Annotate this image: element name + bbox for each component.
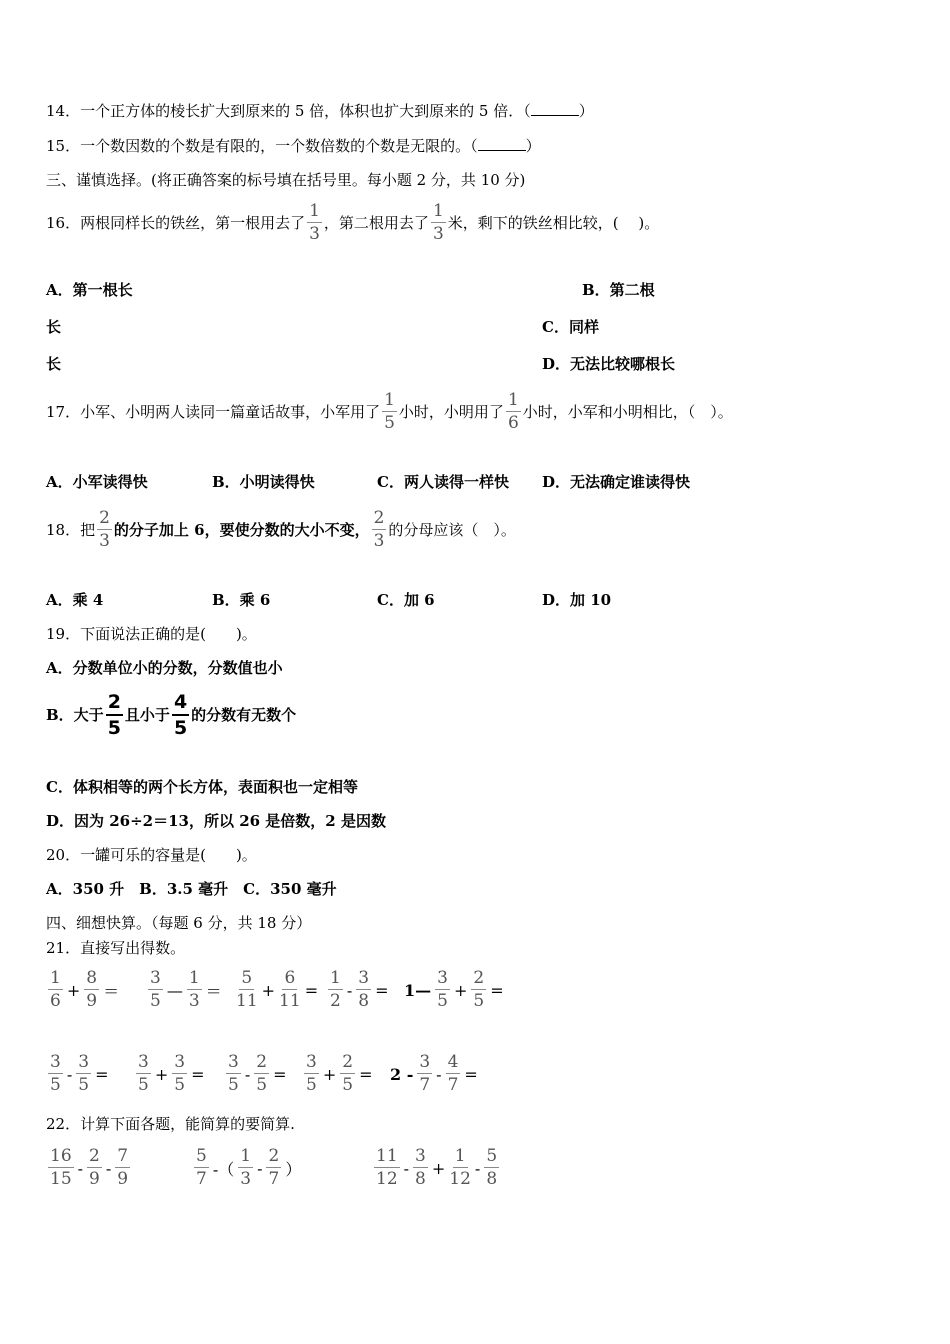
numerator: 3 bbox=[437, 968, 448, 988]
q19-option-b-part1: B．大于 bbox=[46, 706, 104, 724]
q16-option-c-cont: 长 bbox=[46, 355, 62, 373]
equals-sign: = bbox=[464, 1064, 478, 1084]
q17-option-c[interactable]: C．两人读得一样快 bbox=[377, 473, 509, 491]
answer-blank[interactable] bbox=[478, 138, 526, 151]
lead-term: 2 - bbox=[390, 1064, 414, 1084]
operator: + bbox=[431, 1158, 446, 1178]
denominator: 3 bbox=[240, 1169, 252, 1189]
denominator: 3 bbox=[373, 531, 385, 551]
q16-stem bbox=[46, 200, 659, 246]
numerator: 1 bbox=[50, 968, 61, 988]
numerator: 1 bbox=[188, 968, 200, 988]
q17-option-b[interactable]: B．小明读得快 bbox=[212, 473, 315, 491]
operator: - bbox=[77, 1158, 84, 1178]
numerator: 2 bbox=[473, 968, 485, 988]
numerator: 1 bbox=[432, 201, 444, 221]
denominator: 5 bbox=[437, 991, 448, 1011]
numerator: 3 bbox=[228, 1052, 239, 1072]
denominator: 5 bbox=[306, 1075, 317, 1095]
denominator: 5 bbox=[473, 991, 485, 1011]
q21-item bbox=[46, 1054, 110, 1094]
q21-item bbox=[302, 1054, 374, 1094]
fraction bbox=[340, 1054, 355, 1094]
equals-sign: = bbox=[490, 980, 504, 1000]
fraction bbox=[431, 203, 446, 243]
numerator: 2 bbox=[268, 1146, 280, 1166]
numerator: 6 bbox=[284, 968, 296, 988]
denominator: 3 bbox=[188, 991, 200, 1011]
q20-stem: 20．一罐可乐的容量是( )。 bbox=[46, 846, 257, 864]
denominator: 6 bbox=[50, 991, 61, 1011]
equals-sign: = bbox=[191, 1064, 205, 1084]
equals-sign: ＝ bbox=[103, 981, 120, 1001]
q21-item bbox=[234, 970, 320, 1010]
numerator: 1 bbox=[384, 390, 395, 410]
denominator: 2 bbox=[330, 991, 341, 1011]
fraction bbox=[226, 1054, 241, 1094]
fraction bbox=[48, 1148, 74, 1188]
denominator: 7 bbox=[447, 1075, 459, 1095]
denominator: 5 bbox=[78, 1075, 90, 1095]
equals-sign: = bbox=[273, 1064, 287, 1084]
operator: - bbox=[66, 1064, 73, 1084]
denominator: 5 bbox=[150, 991, 161, 1011]
numerator: 5 bbox=[196, 1146, 207, 1166]
q18-part3: 的分母应该（ ）。 bbox=[388, 521, 516, 539]
fraction bbox=[115, 1148, 130, 1188]
q22-expr-3 bbox=[372, 1148, 501, 1188]
fraction bbox=[417, 1054, 432, 1094]
q16-part2: ，第二根用去了 bbox=[323, 214, 429, 232]
operator: - bbox=[244, 1064, 251, 1084]
fraction bbox=[48, 970, 63, 1010]
q15-text: 15．一个数因数的个数是有限的，一个数倍数的个数是无限的。（ bbox=[46, 137, 478, 155]
denominator: 9 bbox=[86, 991, 98, 1011]
numerator: 3 bbox=[358, 968, 370, 988]
q18-stem bbox=[46, 507, 516, 553]
denominator: 6 bbox=[507, 413, 519, 433]
fraction bbox=[484, 1148, 499, 1188]
q16-option-b-cont: 长 bbox=[46, 318, 62, 336]
denominator: 7 bbox=[196, 1169, 207, 1189]
operator: — bbox=[166, 980, 183, 1000]
denominator: 8 bbox=[358, 991, 370, 1011]
operator: - bbox=[474, 1158, 481, 1178]
fraction bbox=[76, 1054, 91, 1094]
denominator: 12 bbox=[449, 1169, 471, 1189]
q16-option-d[interactable]: D．无法比较哪根长 bbox=[542, 355, 676, 373]
denominator: 11 bbox=[279, 991, 301, 1011]
fraction bbox=[446, 1054, 461, 1094]
fraction bbox=[372, 510, 387, 550]
fraction bbox=[236, 970, 258, 1010]
q16-option-c[interactable]: C．同样 bbox=[542, 318, 599, 336]
numerator: 5 bbox=[486, 1146, 498, 1166]
fraction bbox=[87, 1148, 102, 1188]
fraction bbox=[413, 1148, 428, 1188]
fraction bbox=[254, 1054, 269, 1094]
denominator: 5 bbox=[384, 413, 395, 433]
answer-blank[interactable] bbox=[531, 103, 579, 116]
denominator: 5 bbox=[228, 1075, 239, 1095]
fraction bbox=[279, 970, 301, 1010]
numerator: 4 bbox=[172, 693, 189, 716]
q21-item bbox=[326, 970, 390, 1010]
q17-part1: 17．小军、小明两人读同一篇童话故事，小军用了 bbox=[46, 403, 381, 421]
denominator: 3 bbox=[309, 224, 320, 244]
q22-expr-1 bbox=[46, 1148, 132, 1188]
numerator: 2 bbox=[373, 508, 385, 528]
denominator: 8 bbox=[415, 1169, 426, 1189]
numerator: 11 bbox=[376, 1146, 398, 1166]
q20-options[interactable]: A．350 升 B．3.5 毫升 C．350 毫升 bbox=[46, 880, 337, 898]
section-3-heading: 三、谨慎选择。(将正确答案的标号填在括号里。每小题 2 分，共 10 分) bbox=[46, 171, 526, 189]
fraction bbox=[97, 510, 112, 550]
fraction bbox=[356, 970, 371, 1010]
numerator: 2 bbox=[106, 693, 123, 716]
fraction bbox=[328, 970, 343, 1010]
q19-stem: 19．下面说法正确的是( )。 bbox=[46, 625, 257, 643]
denominator: 5 bbox=[107, 716, 121, 739]
q17-option-a[interactable]: A．小军读得快 bbox=[46, 473, 148, 491]
q19-option-d[interactable]: D．因为 26÷2＝13，所以 26 是倍数，2 是因数 bbox=[46, 812, 386, 830]
q19-option-b-part2: 且小于 bbox=[124, 706, 170, 724]
equals-sign: ＝ bbox=[205, 981, 222, 1001]
denominator: 9 bbox=[117, 1169, 129, 1189]
q16-part3: 米，剩下的铁丝相比较，( )。 bbox=[447, 214, 660, 232]
numerator: 3 bbox=[78, 1052, 90, 1072]
operator: + bbox=[154, 1064, 169, 1084]
q16-option-b[interactable]: B．第二根 bbox=[582, 281, 655, 299]
fraction bbox=[48, 1054, 63, 1094]
operator: - bbox=[436, 1064, 442, 1084]
equals-sign: = bbox=[95, 1064, 109, 1084]
denominator: 3 bbox=[99, 531, 110, 551]
q18-part1: 18．把 bbox=[46, 521, 96, 539]
fraction bbox=[238, 1148, 253, 1188]
q22-expr-2 bbox=[192, 1148, 303, 1188]
q18-option-c[interactable]: C．加 6 bbox=[377, 591, 435, 609]
q22-stem: 22．计算下面各题，能简算的要简算. bbox=[46, 1115, 295, 1133]
numerator: 1 bbox=[454, 1146, 466, 1166]
q21-item bbox=[46, 970, 121, 1010]
q17-part2: 小时，小明用了 bbox=[398, 403, 504, 421]
denominator: 5 bbox=[173, 716, 188, 739]
denominator: 5 bbox=[256, 1075, 268, 1095]
operator: + bbox=[322, 1064, 337, 1084]
numerator: 3 bbox=[150, 968, 161, 988]
operator: -（ bbox=[212, 1159, 235, 1179]
numerator: 3 bbox=[50, 1052, 61, 1072]
fraction bbox=[187, 970, 202, 1010]
q18-option-d[interactable]: D．加 10 bbox=[542, 591, 612, 609]
fraction bbox=[194, 1148, 209, 1188]
numerator: 2 bbox=[342, 1052, 354, 1072]
q14 bbox=[46, 101, 594, 121]
denominator: 11 bbox=[236, 991, 258, 1011]
fraction bbox=[435, 970, 450, 1010]
numerator: 4 bbox=[447, 1052, 459, 1072]
q18-option-b[interactable]: B．乘 6 bbox=[212, 591, 271, 609]
q21-stem: 21．直接写出得数。 bbox=[46, 939, 186, 957]
q19-option-c[interactable]: C．体积相等的两个长方体，表面积也一定相等 bbox=[46, 778, 358, 796]
operator: - bbox=[257, 1158, 263, 1178]
denominator: 15 bbox=[50, 1169, 72, 1189]
operator: - bbox=[403, 1158, 410, 1178]
denominator: 5 bbox=[342, 1075, 354, 1095]
fraction bbox=[172, 1054, 187, 1094]
operator: + bbox=[66, 980, 81, 1000]
fraction bbox=[449, 1148, 471, 1188]
numerator: 3 bbox=[138, 1052, 149, 1072]
q18-part2: 的分子加上 6，要使分数的大小不变， bbox=[113, 521, 370, 539]
denominator: 8 bbox=[486, 1169, 498, 1189]
q21-item bbox=[146, 970, 224, 1010]
fraction bbox=[266, 1148, 281, 1188]
numerator: 3 bbox=[306, 1052, 317, 1072]
q16-option-a[interactable]: A．第一根长 bbox=[46, 281, 133, 299]
operator: - bbox=[105, 1158, 112, 1178]
numerator: 3 bbox=[415, 1146, 426, 1166]
equals-sign: = bbox=[359, 1064, 373, 1084]
denominator: 5 bbox=[138, 1075, 149, 1095]
denominator: 12 bbox=[376, 1169, 398, 1189]
q14-text: 14．一个正方体的棱长扩大到原来的 5 倍，体积也扩大到原来的 5 倍．（ bbox=[46, 102, 531, 120]
numerator: 1 bbox=[330, 968, 341, 988]
numerator: 3 bbox=[419, 1052, 431, 1072]
fraction bbox=[172, 690, 189, 739]
numerator: 5 bbox=[241, 968, 253, 988]
q17-stem bbox=[46, 389, 733, 435]
denominator: 5 bbox=[174, 1075, 186, 1095]
denominator: 7 bbox=[268, 1169, 280, 1189]
numerator: 2 bbox=[256, 1052, 268, 1072]
operator: + bbox=[261, 980, 276, 1000]
numerator: 1 bbox=[309, 201, 320, 221]
paren-close: ） bbox=[525, 137, 541, 155]
fraction bbox=[148, 970, 163, 1010]
numerator: 16 bbox=[50, 1146, 72, 1166]
equals-sign: = bbox=[375, 980, 389, 1000]
fraction bbox=[471, 970, 486, 1010]
lead-term: 1— bbox=[404, 980, 432, 1000]
fraction bbox=[84, 970, 99, 1010]
q21-item bbox=[224, 1054, 288, 1094]
q19-option-a[interactable]: A．分数单位小的分数，分数值也小 bbox=[46, 659, 283, 677]
denominator: 5 bbox=[50, 1075, 61, 1095]
q21-item bbox=[388, 1054, 480, 1094]
numerator: 7 bbox=[117, 1146, 129, 1166]
numerator: 2 bbox=[89, 1146, 100, 1166]
q21-item bbox=[134, 1054, 206, 1094]
section-4-heading: 四、细想快算。（每题 6 分，共 18 分） bbox=[46, 914, 312, 932]
q17-part3: 小时，小军和小明相比，（ ）。 bbox=[522, 403, 733, 421]
fraction bbox=[506, 392, 521, 432]
numerator: 8 bbox=[86, 968, 98, 988]
q16-part1: 16．两根同样长的铁丝，第一根用去了 bbox=[46, 214, 306, 232]
q19-option-b-part3: 的分数有无数个 bbox=[191, 706, 297, 724]
denominator: 9 bbox=[89, 1169, 100, 1189]
numerator: 1 bbox=[240, 1146, 252, 1166]
numerator: 1 bbox=[507, 390, 519, 410]
fraction bbox=[382, 392, 397, 432]
fraction bbox=[106, 690, 123, 739]
q21-item bbox=[402, 970, 506, 1010]
operator: + bbox=[453, 980, 468, 1000]
equals-sign: = bbox=[304, 980, 319, 1000]
fraction bbox=[374, 1148, 400, 1188]
denominator: 7 bbox=[419, 1075, 431, 1095]
q17-option-d[interactable]: D．无法确定谁读得快 bbox=[542, 473, 691, 491]
q19-option-b[interactable] bbox=[46, 690, 296, 740]
fraction bbox=[136, 1054, 151, 1094]
paren-close: ） bbox=[285, 1159, 302, 1179]
denominator: 3 bbox=[432, 224, 444, 244]
paren-close: ） bbox=[578, 102, 594, 120]
numerator: 2 bbox=[99, 508, 110, 528]
fraction bbox=[307, 203, 322, 243]
q18-option-a[interactable]: A．乘 4 bbox=[46, 591, 104, 609]
operator: - bbox=[346, 980, 353, 1000]
fraction bbox=[304, 1054, 319, 1094]
q15 bbox=[46, 136, 541, 156]
numerator: 3 bbox=[174, 1052, 186, 1072]
